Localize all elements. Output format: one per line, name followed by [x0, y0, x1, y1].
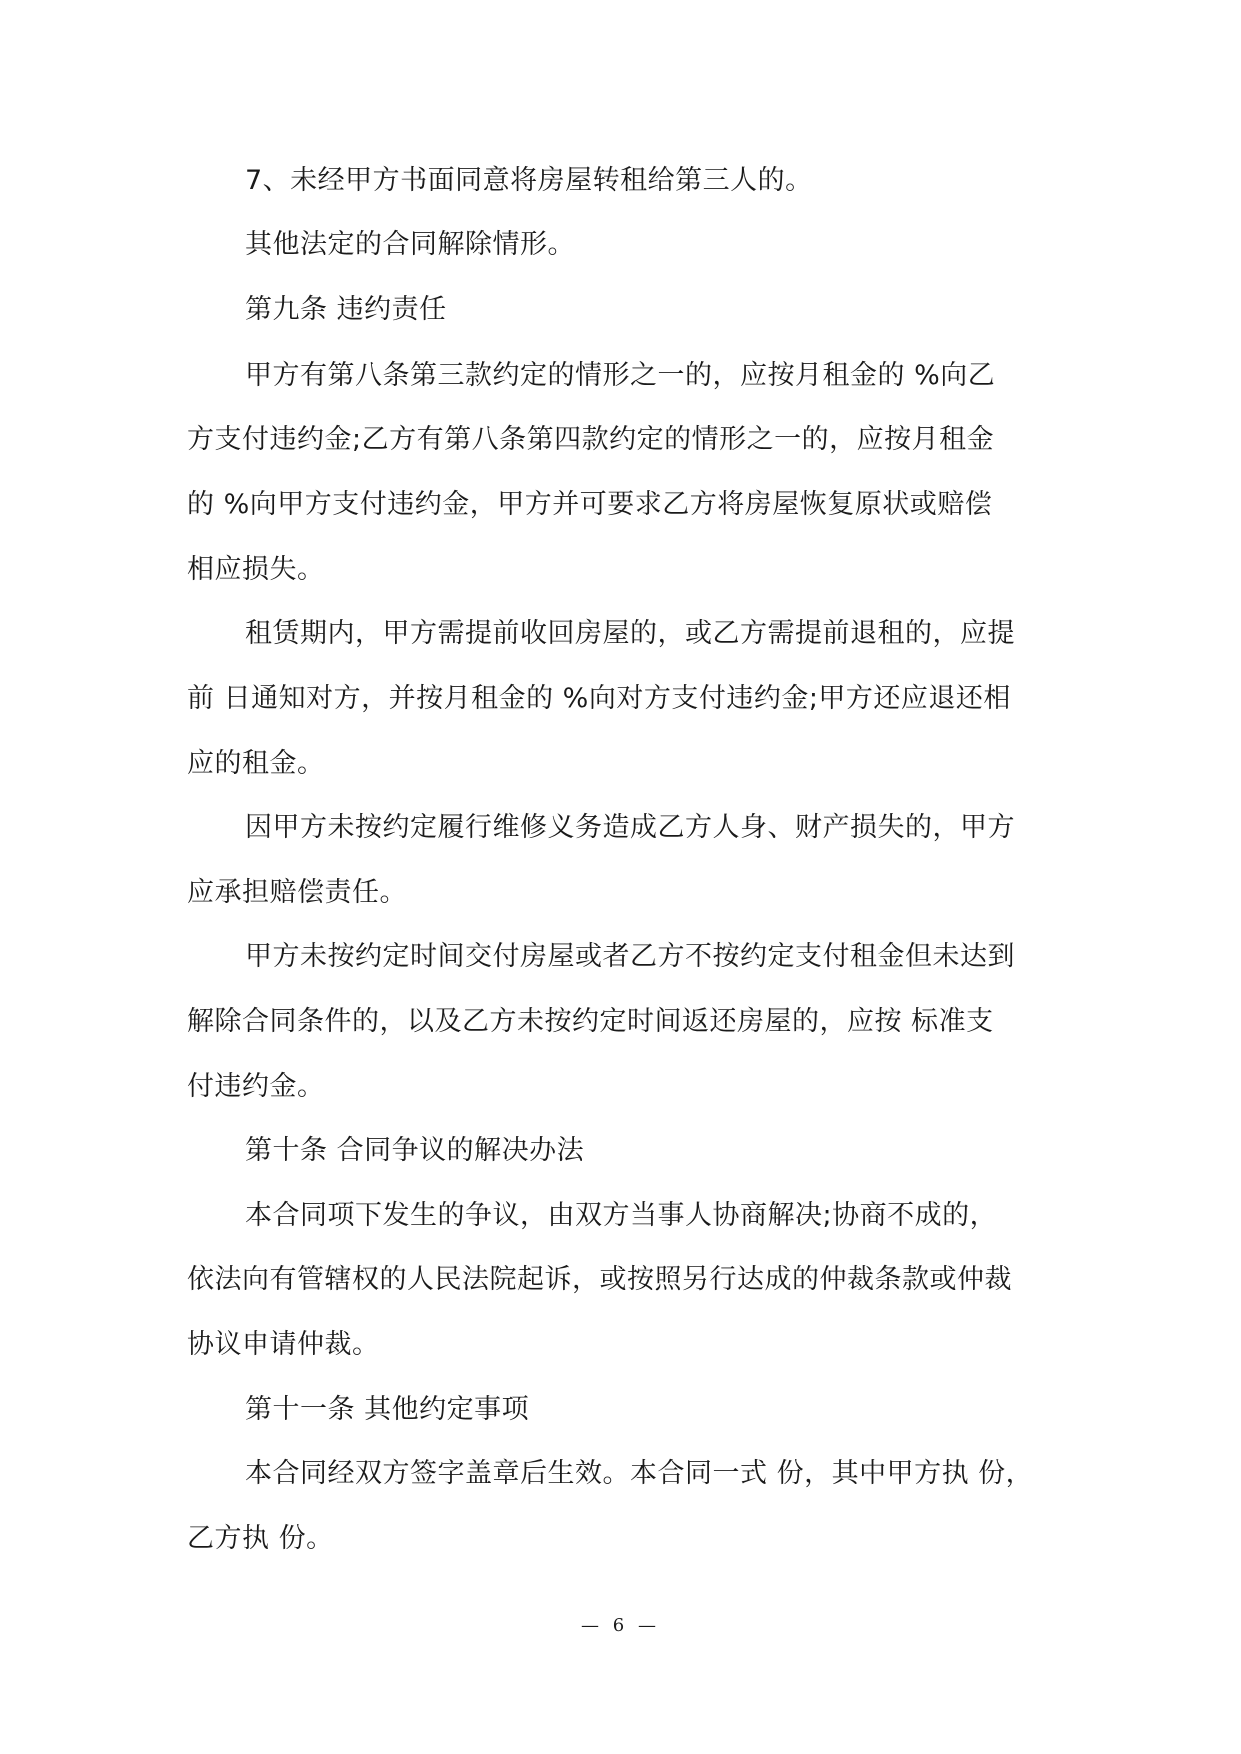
text-line: 付违约金。	[187, 1071, 325, 1102]
text-line: 应承担赔偿责任。	[187, 877, 407, 908]
text-line: 租赁期内，甲方需提前收回房屋的，或乙方需提前退租的，应提	[245, 618, 1015, 649]
text-line: 因甲方未按约定履行维修义务造成乙方人身、财产损失的，甲方	[245, 812, 1015, 843]
text-line: 相应损失。	[187, 554, 325, 585]
text-line: 甲方有第八条第三款约定的情形之一的，应按月租金的 %向乙	[245, 360, 996, 391]
text-line: 甲方未按约定时间交付房屋或者乙方不按约定支付租金但未达到	[245, 941, 1015, 972]
section-heading: 第十条 合同争议的解决办法	[245, 1135, 585, 1166]
text-line: 乙方执 份。	[187, 1523, 334, 1554]
text-line: 应的租金。	[187, 748, 325, 779]
text-line: 协议申请仲裁。	[187, 1329, 380, 1360]
page-number: — 6 —	[581, 1615, 660, 1636]
section-heading: 第十一条 其他约定事项	[245, 1394, 530, 1425]
text-line: 前 日通知对方，并按月租金的 %向对方支付违约金;甲方还应退还相	[187, 683, 1011, 714]
section-heading: 第九条 违约责任	[245, 294, 447, 325]
text-line: 本合同经双方签字盖章后生效。本合同一式 份，其中甲方执 份，	[245, 1458, 1034, 1489]
text-line: 其他法定的合同解除情形。	[245, 229, 575, 260]
text-line: 依法向有管辖权的人民法院起诉，或按照另行达成的仲裁条款或仲裁	[187, 1264, 1012, 1295]
text-line: 本合同项下发生的争议，由双方当事人协商解决;协商不成的，	[245, 1200, 998, 1231]
text-line: 解除合同条件的，以及乙方未按约定时间返还房屋的，应按 标准支	[187, 1006, 994, 1037]
text-line: 7、未经甲方书面同意将房屋转租给第三人的。	[245, 165, 813, 196]
text-line: 方支付违约金;乙方有第八条第四款约定的情形之一的，应按月租金	[187, 424, 995, 455]
text-line: 的 %向甲方支付违约金，甲方并可要求乙方将房屋恢复原状或赔偿	[187, 489, 993, 520]
